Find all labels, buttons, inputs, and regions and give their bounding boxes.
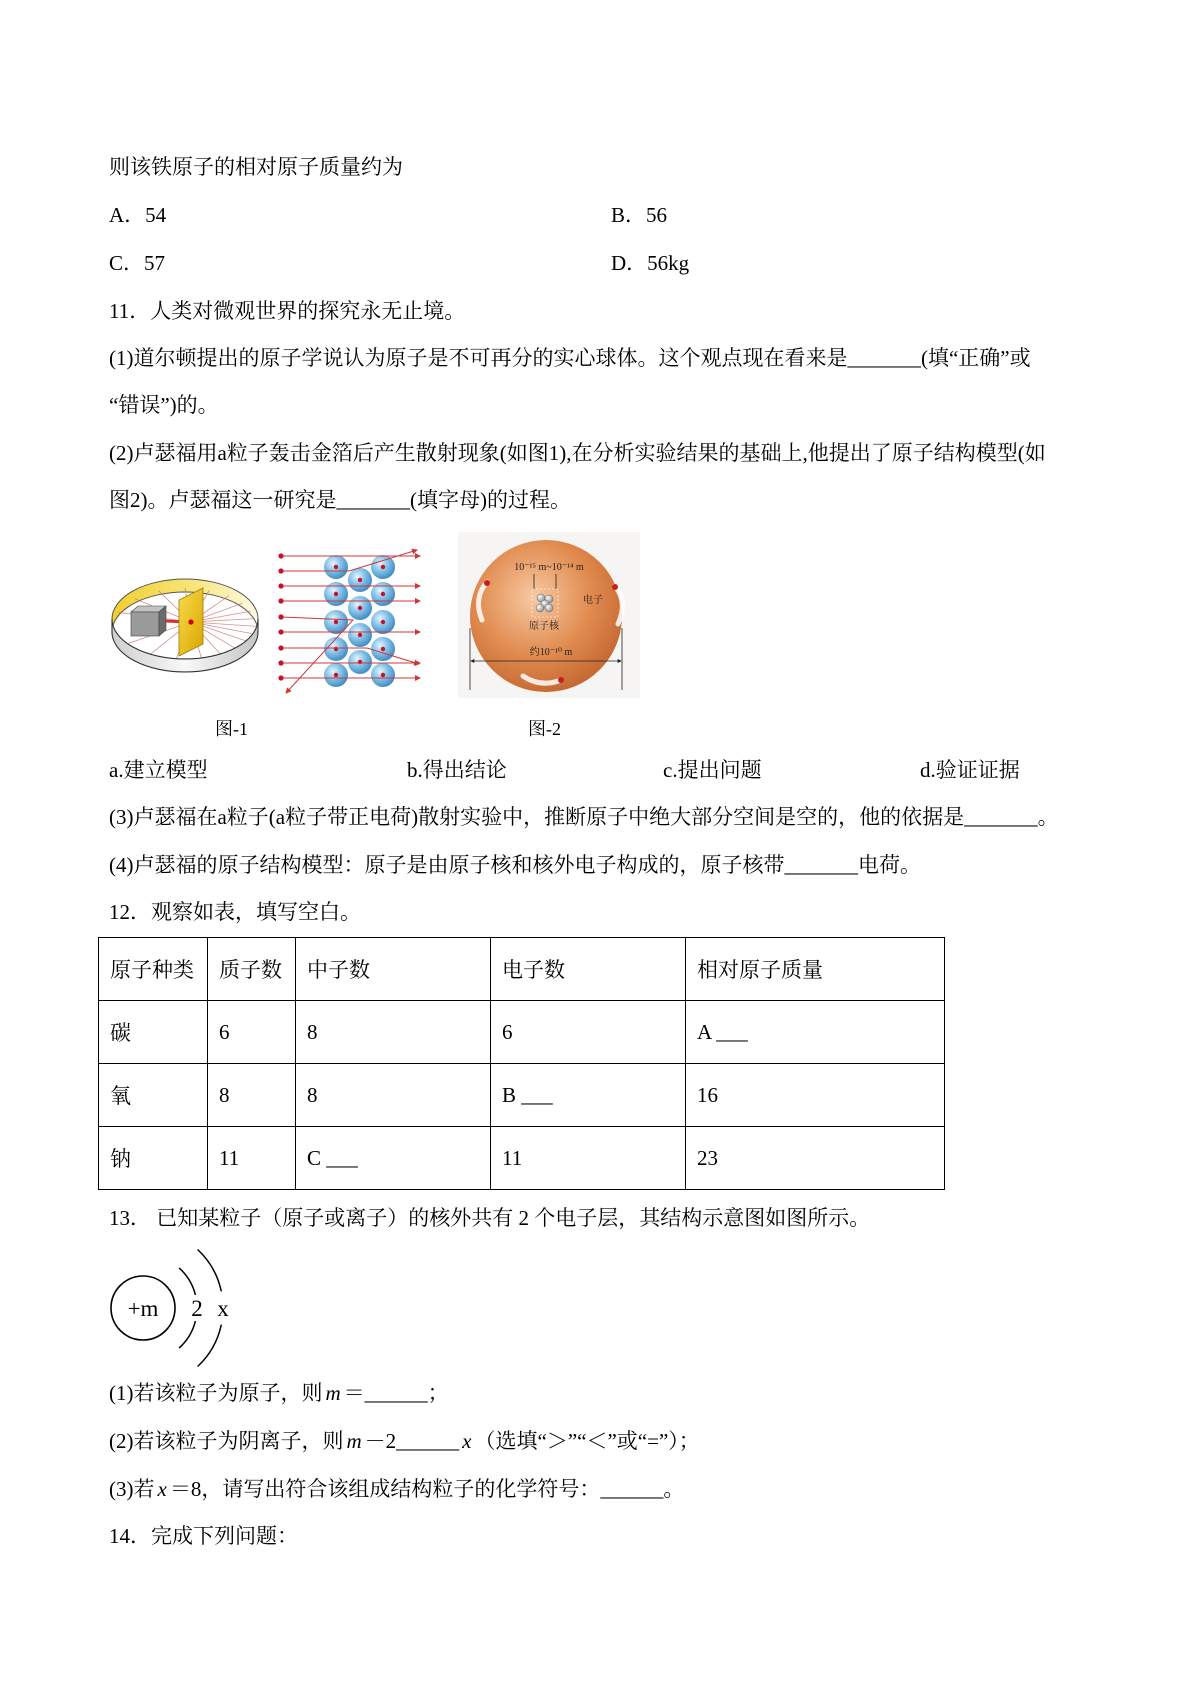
alpha-particle <box>278 645 283 650</box>
q13-part2-mid: －2______ <box>364 1429 460 1453</box>
table-header-cell: 电子数 <box>491 938 686 1001</box>
alpha-source-box <box>131 606 166 636</box>
nucleus-charge-label: +m <box>127 1296 159 1321</box>
atom-data-table <box>98 937 945 1190</box>
q13-part3-pre: (3)若 <box>109 1477 155 1501</box>
table-cell: B ___ <box>491 1064 686 1127</box>
q10-option-d: D．56kg <box>611 251 690 275</box>
variable-x: x <box>462 1429 472 1453</box>
table-cell: 8 <box>296 1001 491 1064</box>
table-header-cell: 原子种类 <box>99 938 208 1001</box>
table-row <box>99 1064 945 1127</box>
gold-atom-nucleus <box>334 565 338 569</box>
q11-part1-line1: (1)道尔顿提出的原子学说认为原子是不可再分的实心球体。这个观点现在看来是_______(填“正确”或 <box>109 346 1031 370</box>
q10-option-a: A．54 <box>109 203 167 227</box>
table-header-cell: 相对原子质量 <box>686 938 945 1001</box>
table-cell: 8 <box>208 1064 296 1127</box>
q11-choice-b: b.得出结论 <box>407 758 507 782</box>
q13-part2-post: （选填“＞”“＜”或“=”）； <box>474 1429 700 1453</box>
gold-atom-nucleus <box>334 647 338 651</box>
table-cell: 6 <box>208 1001 296 1064</box>
q11-part3: (3)卢瑟福在a粒子(a粒子带正电荷)散射实验中，推断原子中绝大部分空间是空的，他的依据是_______。 <box>109 805 1059 829</box>
alpha-particle <box>278 553 283 558</box>
atom-size-label: 约10⁻¹⁰ m <box>529 647 573 658</box>
shell-1-arc-bottom <box>179 1321 195 1348</box>
variable-m: m <box>346 1429 362 1453</box>
gold-atom-nucleus <box>334 620 338 624</box>
table-row <box>99 1001 945 1064</box>
electron-label: 电子 <box>583 595 603 606</box>
shell-1-arc-top <box>179 1268 195 1295</box>
gold-atom-nucleus <box>358 660 362 664</box>
gold-atom-nucleus <box>381 592 385 596</box>
table-row <box>99 1127 945 1190</box>
gold-atom-nucleus <box>358 606 362 610</box>
gold-atom-nucleus <box>381 647 385 651</box>
q12-title: 12．观察如表，填写空白。 <box>109 900 361 924</box>
table-header-cell: 质子数 <box>208 938 296 1001</box>
table-cell: 8 <box>296 1064 491 1127</box>
table-cell: A ___ <box>686 1001 945 1064</box>
variable-m: m <box>325 1381 341 1405</box>
table-cell: C ___ <box>296 1127 491 1190</box>
q11-part2-line2: 图2)。卢瑟福这一研究是_______(填字母)的过程。 <box>109 488 571 512</box>
q11-choice-d: d.验证证据 <box>920 758 1020 782</box>
figure-1-caption: 图-1 <box>215 719 248 739</box>
table-cell: 6 <box>491 1001 686 1064</box>
alpha-particle <box>278 614 283 619</box>
table-cell: 氧 <box>99 1064 208 1127</box>
q11-part1-line2: “错误”)的。 <box>109 393 219 417</box>
shell-2-arc-top <box>198 1250 222 1292</box>
gold-atom-nucleus <box>334 592 338 596</box>
q13-part2 <box>109 1428 700 1454</box>
q14-title: 14．完成下列问题： <box>109 1524 298 1548</box>
particle-structure-diagram <box>100 1235 250 1385</box>
alpha-particle <box>278 629 283 634</box>
gold-atom-nucleus <box>381 565 385 569</box>
gold-atom-nucleus <box>358 578 362 582</box>
q11-choice-a: a.建立模型 <box>109 758 208 782</box>
alpha-particle <box>278 568 283 573</box>
nucleus-label: 原子核 <box>529 621 559 632</box>
q10-option-b: B．56 <box>611 203 668 227</box>
figure-1-scattering-experiment <box>105 530 445 705</box>
gold-atom-nucleus <box>381 620 385 624</box>
variable-x: x <box>157 1477 167 1501</box>
shell-2-electron-count: x <box>217 1296 229 1321</box>
q13-part2-pre: (2)若该粒子为阴离子，则 <box>109 1429 344 1453</box>
foil-impact-point <box>188 619 193 624</box>
gold-atom-nucleus <box>334 673 338 677</box>
q13-part1-post: ＝______； <box>343 1381 449 1405</box>
table-cell: 11 <box>491 1127 686 1190</box>
nucleus-size-label: 10⁻¹⁵ m~10⁻¹⁴ m <box>514 562 584 573</box>
q13-title: 13． 已知某粒子（原子或离子）的核外共有 2 个电子层，其结构示意图如图所示。 <box>109 1206 871 1230</box>
alpha-track <box>281 550 417 571</box>
q10-stem: 则该铁原子的相对原子质量约为 <box>109 155 403 179</box>
q13-part1 <box>109 1380 449 1406</box>
gold-atom-lattice <box>324 555 395 687</box>
q11-part4: (4)卢瑟福的原子结构模型：原子是由原子核和核外电子构成的，原子核带_______电荷。 <box>109 853 921 877</box>
gold-atom-nucleus <box>358 633 362 637</box>
q13-part3-post: ＝8，请写出符合该组成结构粒子的化学符号：______。 <box>169 1477 685 1501</box>
table-cell: 碳 <box>99 1001 208 1064</box>
table-cell: 11 <box>208 1127 296 1190</box>
electron-dot <box>484 580 490 586</box>
q11-title: 11．人类对微观世界的探究永无止境。 <box>109 299 466 323</box>
q13-part3 <box>109 1476 684 1502</box>
table-cell: 钠 <box>99 1127 208 1190</box>
figure-2-caption: 图-2 <box>528 719 561 739</box>
shell-2-arc-bottom <box>198 1325 222 1367</box>
q11-part2-line1: (2)卢瑟福用a粒子轰击金箔后产生散射现象(如图1),在分析实验结果的基础上,他提出了原子结构模型(如 <box>109 441 1046 465</box>
alpha-particle <box>278 660 283 665</box>
figure-2-atom-model <box>455 530 645 702</box>
table-cell: 23 <box>686 1127 945 1190</box>
alpha-particle <box>278 583 283 588</box>
q13-part1-pre: (1)若该粒子为原子，则 <box>109 1381 323 1405</box>
table-header-row <box>99 938 945 1001</box>
alpha-particle-tracks <box>278 550 420 693</box>
electron-dot <box>558 677 564 683</box>
table-header-cell: 中子数 <box>296 938 491 1001</box>
alpha-particle <box>278 675 283 680</box>
alpha-particle <box>278 598 283 603</box>
table-cell: 16 <box>686 1064 945 1127</box>
shell-1-electron-count: 2 <box>191 1296 203 1321</box>
q10-option-c: C．57 <box>109 251 166 275</box>
electron-dot <box>612 584 618 590</box>
gold-atom-nucleus <box>381 673 385 677</box>
q11-choice-c: c.提出问题 <box>663 758 762 782</box>
